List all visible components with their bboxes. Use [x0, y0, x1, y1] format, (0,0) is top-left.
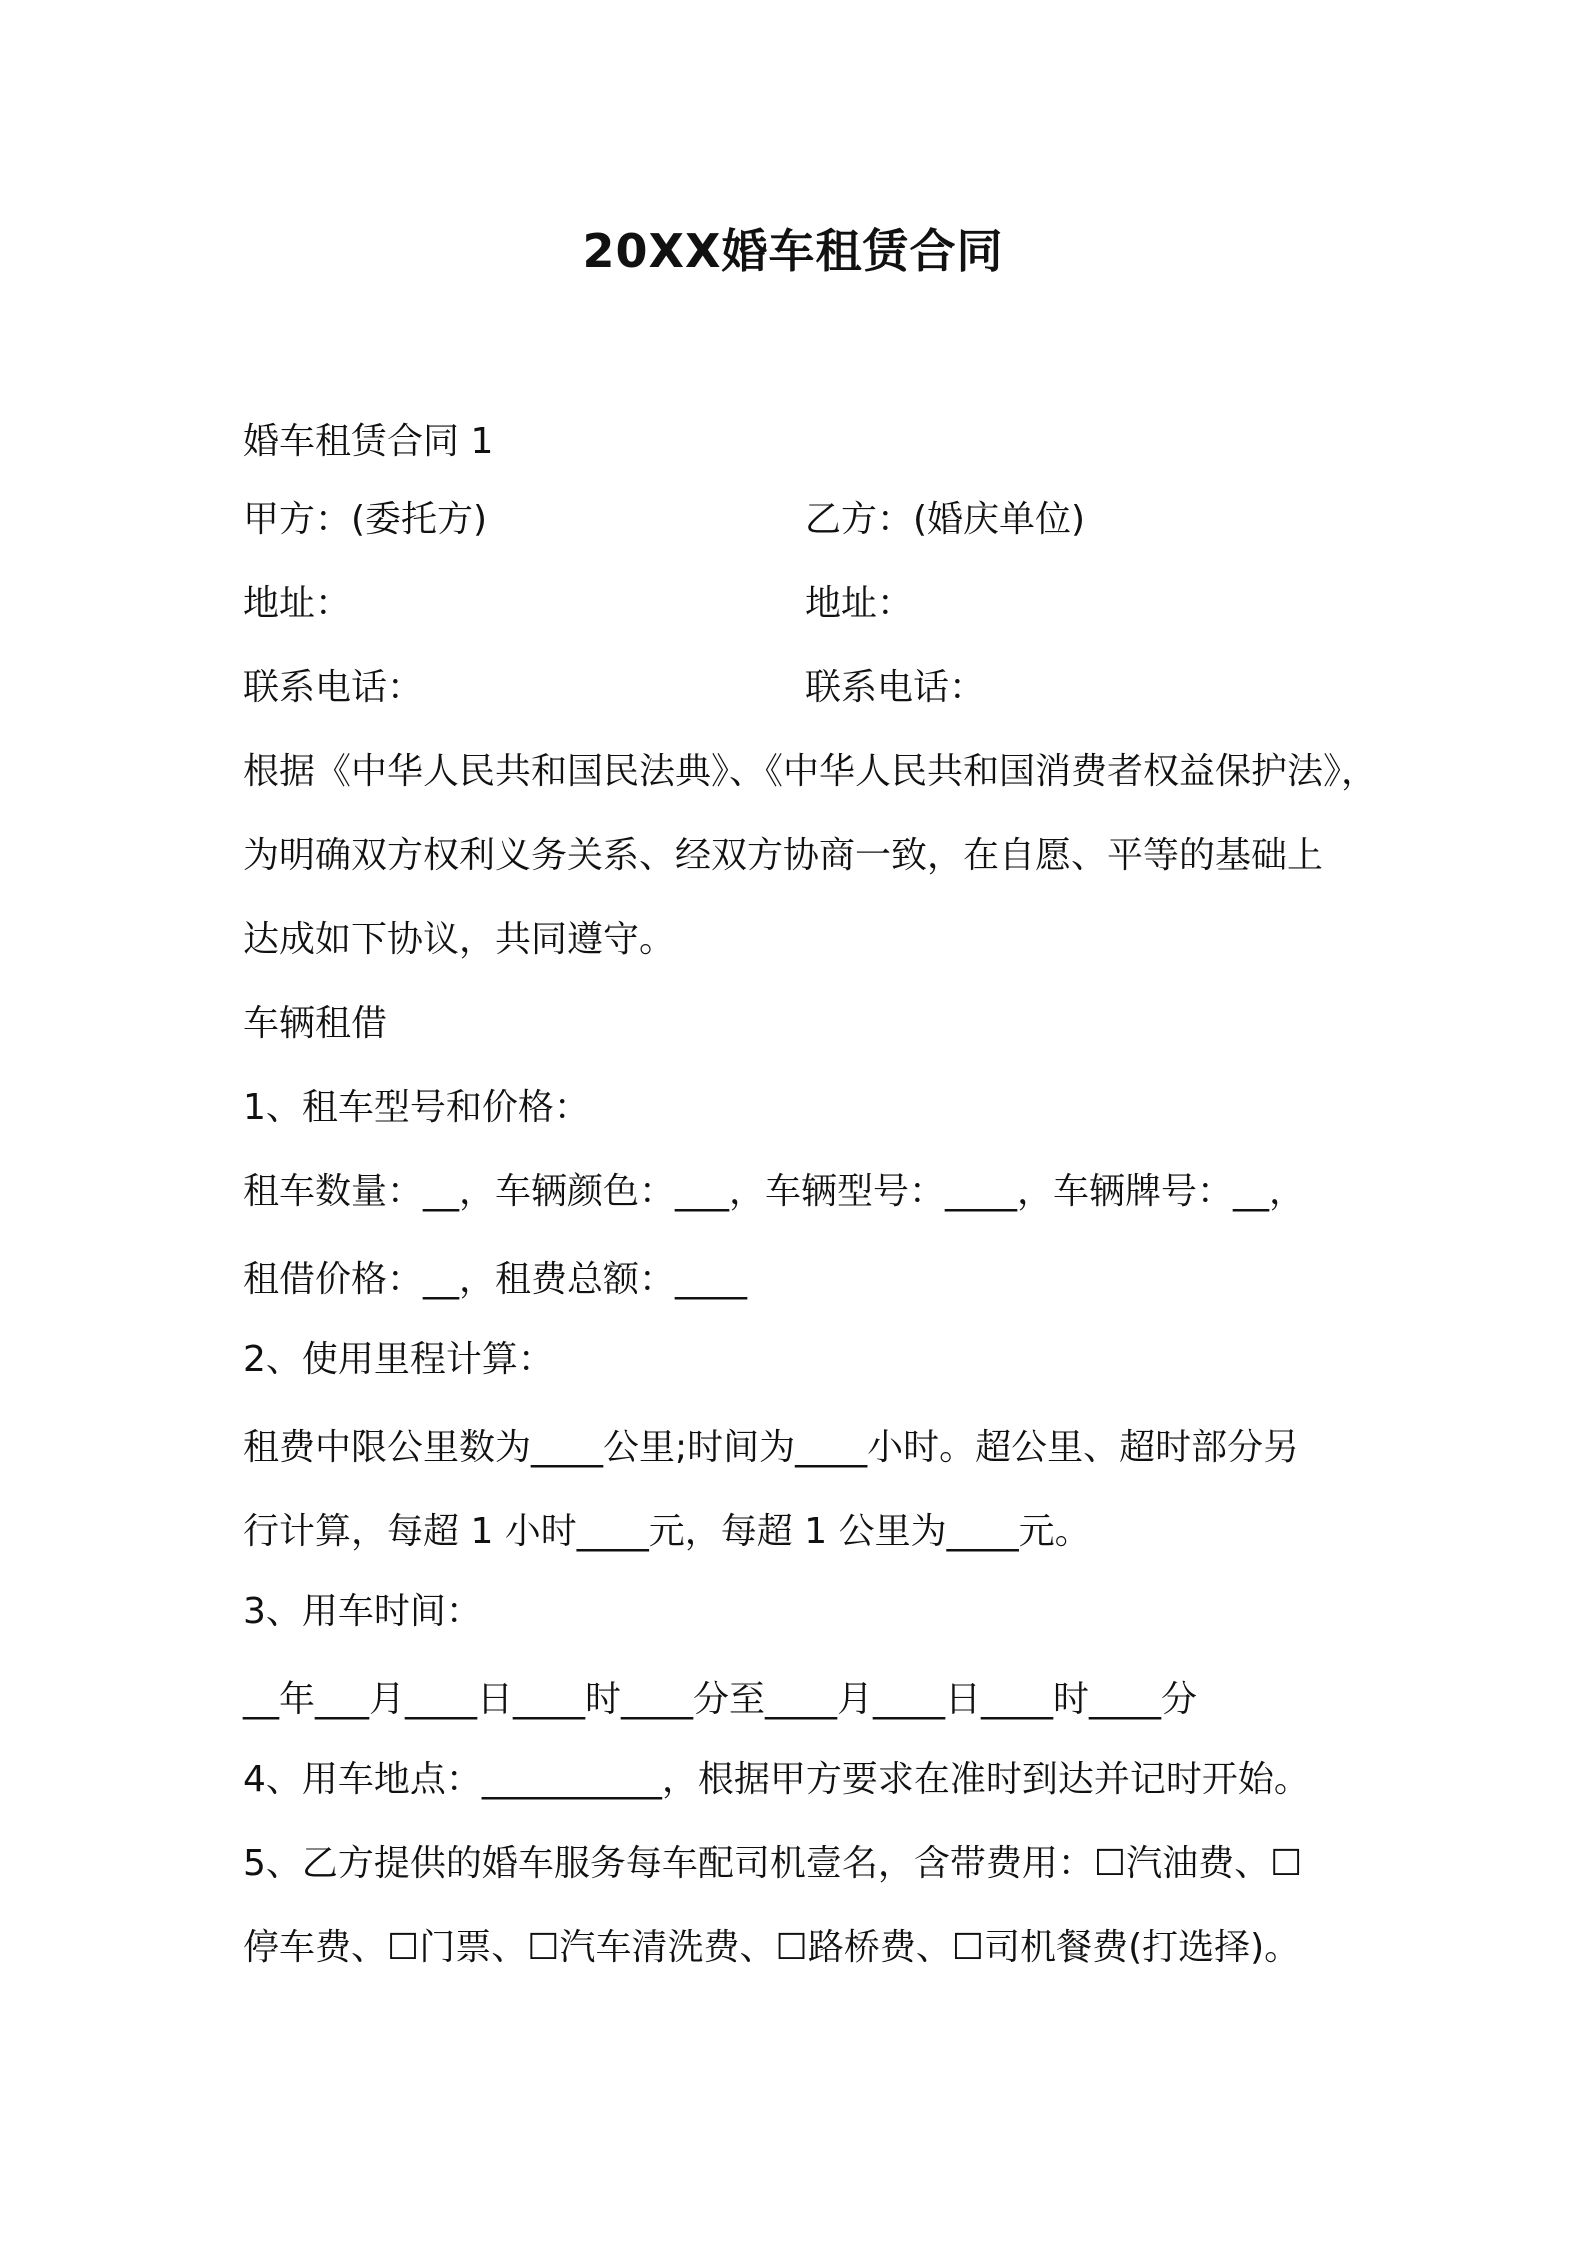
item2-line: 租费中限公里数为____公里;时间为____小时。超公里、超时部分另	[243, 1427, 1300, 1468]
item3-line: __年___月____日____时____分至____月____日____时____分	[243, 1679, 1197, 1720]
item1-line: 租借价格：__，租费总额：____	[243, 1259, 748, 1300]
item5-line: 5、乙方提供的婚车服务每车配司机壹名，含带费用：☐汽油费、☐	[243, 1843, 1303, 1884]
item5-line: 停车费、☐门票、☐汽车清洗费、☐路桥费、☐司机餐费(打选择)。	[243, 1927, 1301, 1968]
party-a-phone: 联系电话：	[243, 667, 424, 708]
intro-line: 达成如下协议，共同遵守。	[243, 919, 676, 960]
party-b-phone: 联系电话：	[805, 667, 986, 708]
intro-line: 为明确双方权利义务关系、经双方协商一致，在自愿、平等的基础上	[243, 835, 1324, 876]
party-a-address: 地址：	[243, 583, 352, 624]
party-b-address: 地址：	[805, 583, 914, 624]
section-heading: 车辆租借	[243, 1003, 388, 1044]
item2-heading: 2、使用里程计算：	[243, 1339, 554, 1380]
party-a-label: 甲方：(委托方)	[243, 499, 488, 540]
item1-heading: 1、租车型号和价格：	[243, 1087, 590, 1128]
item4-line: 4、用车地点：__________，根据甲方要求在准时到达并记时开始。	[243, 1759, 1310, 1800]
item2-line: 行计算，每超 1 小时____元，每超 1 公里为____元。	[243, 1511, 1091, 1552]
document-title: 20XX婚车租赁合同	[582, 224, 1004, 278]
party-b-label: 乙方：(婚庆单位)	[805, 499, 1086, 540]
intro-line: 根据《中华人民共和国民法典》、《中华人民共和国消费者权益保护法》，	[243, 751, 1378, 792]
item1-line: 租车数量：__，车辆颜色：___，车辆型号：____，车辆牌号：__，	[243, 1171, 1306, 1212]
contract-subtitle: 婚车租赁合同 1	[243, 421, 494, 462]
item3-heading: 3、用车时间：	[243, 1591, 482, 1632]
